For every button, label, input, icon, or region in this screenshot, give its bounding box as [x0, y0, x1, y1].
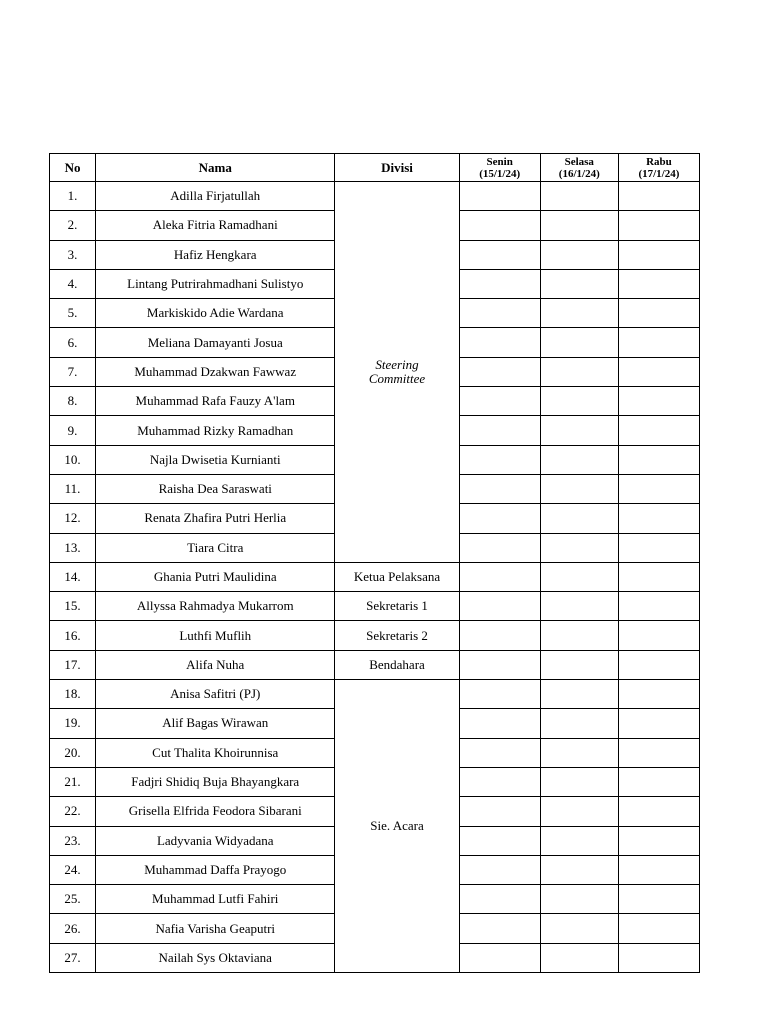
attendance-cell-rabu[interactable] [618, 797, 699, 826]
attendance-cell-rabu[interactable] [618, 943, 699, 972]
row-number: 1. [50, 182, 96, 211]
header-selasa-day: Selasa [564, 155, 594, 168]
header-senin [459, 154, 540, 182]
attendance-cell-rabu[interactable] [618, 445, 699, 474]
attendance-cell-senin[interactable] [459, 474, 540, 503]
member-name: Raisha Dea Saraswati [96, 474, 335, 503]
division-cell [335, 680, 459, 973]
member-name: Alifa Nuha [96, 650, 335, 679]
attendance-cell-senin[interactable] [459, 357, 540, 386]
row-number: 3. [50, 240, 96, 269]
member-name: Muhammad Daffa Prayogo [96, 855, 335, 884]
attendance-body [50, 182, 700, 973]
attendance-cell-selasa[interactable] [540, 504, 618, 533]
table-row [50, 650, 700, 679]
row-number: 14. [50, 562, 96, 591]
attendance-cell-selasa[interactable] [540, 826, 618, 855]
attendance-cell-selasa[interactable] [540, 387, 618, 416]
row-number: 26. [50, 914, 96, 943]
attendance-cell-selasa[interactable] [540, 797, 618, 826]
header-no: No [50, 154, 96, 182]
header-selasa-date: (16/1/24) [558, 167, 600, 180]
row-number: 9. [50, 416, 96, 445]
attendance-cell-selasa[interactable] [540, 914, 618, 943]
attendance-cell-senin[interactable] [459, 592, 540, 621]
attendance-cell-senin[interactable] [459, 504, 540, 533]
attendance-cell-rabu[interactable] [618, 504, 699, 533]
member-name: Fadjri Shidiq Buja Bhayangkara [96, 767, 335, 796]
member-name: Nailah Sys Oktaviana [96, 943, 335, 972]
attendance-cell-senin[interactable] [459, 621, 540, 650]
attendance-table [49, 153, 700, 973]
attendance-cell-selasa[interactable] [540, 328, 618, 357]
attendance-cell-rabu[interactable] [618, 680, 699, 709]
member-name: Renata Zhafira Putri Herlia [96, 504, 335, 533]
division-label: Sekretaris 1 [366, 598, 428, 614]
attendance-cell-selasa[interactable] [540, 474, 618, 503]
member-name: Luthfi Muflih [96, 621, 335, 650]
row-number: 2. [50, 211, 96, 240]
row-number: 6. [50, 328, 96, 357]
attendance-cell-rabu[interactable] [618, 650, 699, 679]
member-name: Anisa Safitri (PJ) [96, 680, 335, 709]
attendance-cell-selasa[interactable] [540, 445, 618, 474]
row-number: 5. [50, 299, 96, 328]
member-name: Aleka Fitria Ramadhani [96, 211, 335, 240]
row-number: 22. [50, 797, 96, 826]
attendance-cell-selasa[interactable] [540, 357, 618, 386]
division-cell [335, 621, 459, 650]
attendance-cell-rabu[interactable] [618, 738, 699, 767]
attendance-cell-rabu[interactable] [618, 182, 699, 211]
attendance-cell-senin[interactable] [459, 211, 540, 240]
row-number: 8. [50, 387, 96, 416]
attendance-cell-senin[interactable] [459, 914, 540, 943]
row-number: 16. [50, 621, 96, 650]
division-label: Committee [368, 370, 426, 386]
attendance-cell-selasa[interactable] [540, 943, 618, 972]
member-name: Lintang Putrirahmadhani Sulistyo [96, 269, 335, 298]
attendance-cell-rabu[interactable] [618, 914, 699, 943]
row-number: 11. [50, 474, 96, 503]
row-number: 4. [50, 269, 96, 298]
header-divisi: Divisi [335, 154, 459, 182]
attendance-cell-senin[interactable] [459, 885, 540, 914]
row-number: 10. [50, 445, 96, 474]
row-number: 7. [50, 357, 96, 386]
attendance-cell-senin[interactable] [459, 943, 540, 972]
attendance-cell-rabu[interactable] [618, 855, 699, 884]
attendance-cell-rabu[interactable] [618, 387, 699, 416]
member-name: Grisella Elfrida Feodora Sibarani [96, 797, 335, 826]
member-name: Hafiz Hengkara [96, 240, 335, 269]
attendance-cell-senin[interactable] [459, 328, 540, 357]
attendance-cell-selasa[interactable] [540, 738, 618, 767]
attendance-cell-senin[interactable] [459, 680, 540, 709]
member-name: Muhammad Rizky Ramadhan [96, 416, 335, 445]
attendance-cell-selasa[interactable] [540, 182, 618, 211]
attendance-cell-selasa[interactable] [540, 885, 618, 914]
attendance-cell-senin[interactable] [459, 855, 540, 884]
attendance-cell-selasa[interactable] [540, 299, 618, 328]
division-label: Sekretaris 2 [366, 627, 428, 643]
attendance-cell-rabu[interactable] [618, 328, 699, 357]
attendance-cell-senin[interactable] [459, 240, 540, 269]
attendance-cell-senin[interactable] [459, 797, 540, 826]
attendance-cell-rabu[interactable] [618, 562, 699, 591]
attendance-cell-rabu[interactable] [618, 240, 699, 269]
row-number: 24. [50, 855, 96, 884]
table-row [50, 562, 700, 591]
header-senin-date: (15/1/24) [479, 167, 521, 180]
attendance-cell-senin[interactable] [459, 299, 540, 328]
attendance-cell-rabu[interactable] [618, 767, 699, 796]
member-name: Meliana Damayanti Josua [96, 328, 335, 357]
member-name: Tiara Citra [96, 533, 335, 562]
attendance-cell-selasa[interactable] [540, 592, 618, 621]
attendance-cell-rabu[interactable] [618, 416, 699, 445]
header-rabu [618, 154, 699, 182]
attendance-cell-rabu[interactable] [618, 885, 699, 914]
row-number: 21. [50, 767, 96, 796]
member-name: Ghania Putri Maulidina [96, 562, 335, 591]
member-name: Najla Dwisetia Kurnianti [96, 445, 335, 474]
attendance-cell-senin[interactable] [459, 709, 540, 738]
division-label: Ketua Pelaksana [353, 569, 441, 584]
member-name: Muhammad Lutfi Fahiri [96, 885, 335, 914]
division-cell [335, 592, 459, 621]
attendance-cell-rabu[interactable] [618, 299, 699, 328]
attendance-cell-rabu[interactable] [618, 709, 699, 738]
attendance-cell-senin[interactable] [459, 562, 540, 591]
row-number: 27. [50, 943, 96, 972]
row-number: 19. [50, 709, 96, 738]
member-name: Muhammad Dzakwan Fawwaz [96, 357, 335, 386]
attendance-cell-senin[interactable] [459, 269, 540, 298]
header-rabu-date: (17/1/24) [638, 167, 680, 180]
member-name: Alif Bagas Wirawan [96, 709, 335, 738]
table-row [50, 680, 700, 709]
attendance-cell-selasa[interactable] [540, 767, 618, 796]
row-number: 12. [50, 504, 96, 533]
table-row [50, 592, 700, 621]
row-number: 23. [50, 826, 96, 855]
attendance-cell-senin[interactable] [459, 826, 540, 855]
row-number: 25. [50, 885, 96, 914]
attendance-cell-senin[interactable] [459, 387, 540, 416]
attendance-cell-rabu[interactable] [618, 211, 699, 240]
row-number: 17. [50, 650, 96, 679]
member-name: Adilla Firjatullah [96, 182, 335, 211]
attendance-cell-senin[interactable] [459, 533, 540, 562]
attendance-cell-senin[interactable] [459, 738, 540, 767]
attendance-cell-senin[interactable] [459, 767, 540, 796]
member-name: Markiskido Adie Wardana [96, 299, 335, 328]
division-label: Steering [375, 356, 419, 372]
header-row [50, 154, 700, 182]
attendance-cell-rabu[interactable] [618, 474, 699, 503]
attendance-cell-selasa[interactable] [540, 621, 618, 650]
header-nama: Nama [96, 154, 335, 182]
member-name: Allyssa Rahmadya Mukarrom [96, 592, 335, 621]
attendance-cell-selasa[interactable] [540, 562, 618, 591]
attendance-cell-selasa[interactable] [540, 240, 618, 269]
division-label: Bendahara [369, 656, 425, 672]
attendance-cell-rabu[interactable] [618, 269, 699, 298]
member-name: Muhammad Rafa Fauzy A'lam [96, 387, 335, 416]
header-senin-day: Senin [486, 155, 513, 168]
member-name: Ladyvania Widyadana [96, 826, 335, 855]
attendance-cell-selasa[interactable] [540, 650, 618, 679]
row-number: 18. [50, 680, 96, 709]
attendance-cell-senin[interactable] [459, 445, 540, 474]
attendance-cell-selasa[interactable] [540, 680, 618, 709]
attendance-cell-selasa[interactable] [540, 269, 618, 298]
row-number: 15. [50, 592, 96, 621]
attendance-cell-rabu[interactable] [618, 592, 699, 621]
division-cell [335, 182, 459, 563]
division-cell [335, 562, 459, 591]
attendance-cell-selasa[interactable] [540, 533, 618, 562]
attendance-cell-rabu[interactable] [618, 621, 699, 650]
attendance-cell-rabu[interactable] [618, 357, 699, 386]
row-number: 20. [50, 738, 96, 767]
division-label: Sie. Acara [370, 818, 424, 834]
attendance-cell-senin[interactable] [459, 416, 540, 445]
attendance-cell-senin[interactable] [459, 650, 540, 679]
attendance-cell-rabu[interactable] [618, 533, 699, 562]
attendance-cell-senin[interactable] [459, 182, 540, 211]
attendance-cell-selasa[interactable] [540, 211, 618, 240]
attendance-cell-selasa[interactable] [540, 416, 618, 445]
attendance-cell-selasa[interactable] [540, 855, 618, 884]
member-name: Cut Thalita Khoirunnisa [96, 738, 335, 767]
header-selasa [540, 154, 618, 182]
attendance-cell-selasa[interactable] [540, 709, 618, 738]
header-rabu-day: Rabu [646, 155, 672, 168]
table-row [50, 182, 700, 211]
table-row [50, 621, 700, 650]
member-name: Nafia Varisha Geaputri [96, 914, 335, 943]
division-cell [335, 650, 459, 679]
row-number: 13. [50, 533, 96, 562]
attendance-cell-rabu[interactable] [618, 826, 699, 855]
